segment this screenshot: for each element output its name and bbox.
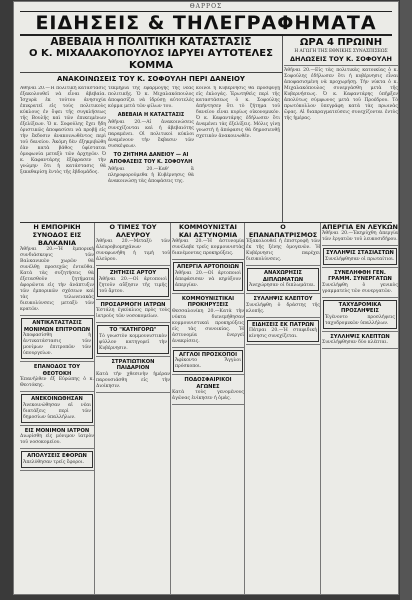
news-item-title: ΑΠΟΛΥΣΕΙΣ ΕΦΟΡΩΝ xyxy=(27,453,87,459)
newspaper-page xyxy=(14,2,398,594)
news-item xyxy=(173,350,243,373)
lead-subhead-2: ΤΟ ΖΗΤΗΜΑ ΔΑΝΕΙΟΥ — ΑΙ ΑΠΟΦΑΣΕΙΣ ΤΟΥ Κ. ΣΟΦΟΥΛΗ xyxy=(109,152,193,165)
news-item-body: Τὸ γνωστὸν κομμουνιστικὸν φύλλον κατηγορεῖ τὴν Κυβέρνησιν. xyxy=(99,333,167,351)
divider xyxy=(172,404,244,405)
divider xyxy=(246,293,320,294)
news-item-title: ΑΠΕΡΓΙΑ ΕΝ ΛΕΥΚΩΝ xyxy=(322,223,398,231)
news-item-body: Συνελήφθησαν δύο κλέπται. xyxy=(322,340,388,345)
late-news-sub1: Η ΑΓΩΓΗ ΤΗΣ ΕΘΝΙΚΗΣ ΣΥΝΑΣΠΙΣΕΩΣ xyxy=(294,49,388,54)
divider xyxy=(20,425,94,426)
news-item-body: Ἀπελύθησαν τρεῖς ἔφοροι. xyxy=(23,459,85,465)
lead-article xyxy=(20,36,283,222)
newspaper-name: ΘΑΡΡΟΣ xyxy=(189,3,223,10)
divider xyxy=(172,374,244,375)
news-item-body: Ἀθῆναι 20.—Ἡ ἀστυνομία συνέλαβε τρεῖς κομμουνιστὰς διανέμοντας προκηρύξεις. xyxy=(172,239,244,256)
news-item xyxy=(173,262,243,291)
section-masthead: ΕΙΔΗΣΕΙΣ & ΤΗΛΕΓΡΑΦΗΜΑΤΑ xyxy=(20,11,392,36)
divider xyxy=(322,331,398,332)
news-item-body: Κατὰ τοὺς γενομένους ἀγῶνας ἐνίκησεν ἡ ὁμάς. xyxy=(172,390,244,401)
lead-body-2b: Ἀθῆναι 20.—Αἱ ἀνακοινώσεις συνεχίζονται καὶ ἡ ἀβεβαιότης παραμένει. Οἱ πολιτικοὶ κύκλοι ἀναμένουν τὴν ἔκβασιν τῶν συσκέψεων. xyxy=(108,120,194,149)
divider xyxy=(322,348,398,349)
lead-headline: ΑΒΕΒΑΙΑ Η ΠΟΛΙΤΙΚΗ ΚΑΤΑΣΤΑΣΙΣ xyxy=(50,36,252,48)
news-item-title: ΣΥΛΛΗΨΙΣ ΣΤΑΣΙΑΣΤΩΝ xyxy=(326,250,394,256)
divider xyxy=(96,299,170,300)
bottom-section xyxy=(20,222,398,594)
bottom-column-1 xyxy=(20,223,95,594)
divider xyxy=(284,65,398,66)
news-item-title: ΑΠΕΡΓΙΑ ΑΡΤΟΠΟΙΩΝ xyxy=(177,264,239,270)
news-item xyxy=(172,223,244,257)
divider xyxy=(20,315,94,316)
news-item-title: ΠΟΔΟΣΦΑΙΡΙΚΟΙ ΑΓΩΝΕΣ xyxy=(184,377,232,390)
news-item xyxy=(246,296,320,315)
news-item-title: Ο ΕΠΑΝΑΠΑΤΡΙΣΜΟΣ xyxy=(248,223,318,239)
divider xyxy=(96,392,170,393)
news-item xyxy=(96,223,170,263)
late-news-column xyxy=(284,36,398,222)
news-item-body: Ἀθῆναι 20.—Οἱ ἀρτοποιοὶ ἀπεφάσισαν νὰ κηρύξουν ἀπεργίαν. xyxy=(175,270,241,288)
news-item-title: ΑΝΕΚΟΙΝΩΘΗΣΑΝ xyxy=(31,396,83,402)
news-item-title: ΚΟΜΜΟΥΝΙΣΤΑΙ ΚΑΙ ΑΣΤΥΝΟΜΙΑ xyxy=(178,223,238,239)
late-news-body: Ἀθῆναι 20.—Εἰς τὰς πολιτικὰς κατοικίας ὁ κ. Σοφούλης ἐδήλωσεν ὅτι ἡ κυβέρνησις εἶναι ἀποφασισμένη νὰ προχωρήσῃ. Τὴν νύκτα ὁ κ. Μιχαλακόπουλος συνεργάσθη μετὰ τῆς Κυβερνήσεως. Ὁ κ. Καφαντάρης ὑπῆρξεν ἀπολύτως σύμφωνος μετὰ τοῦ Προέδρου. Τὸ πρωτόκολλον ὑπεγράφη κατὰ τὰς πρωινὰς ὥρας. Αἱ διαπραγματεύσεις συνεχίζονται ἐντὸς τῆς ἡμέρας. xyxy=(284,67,398,121)
divider xyxy=(20,448,94,449)
divider xyxy=(96,322,170,323)
divider xyxy=(322,267,398,268)
news-item xyxy=(97,268,169,297)
news-item xyxy=(172,296,244,345)
lead-subheadline: Ο Κ. ΜΙΧΑΛΑΚΟΠΟΥΛΟΣ ΙΔΡΥΕΙ ΑΥΤΟΤΕΛΕΣ ΚΟΜΜΑ xyxy=(20,48,282,73)
news-item xyxy=(20,428,94,447)
lead-column-3 xyxy=(196,86,280,232)
news-item-title: Η ΕΜΠΟΡΙΚΗ ΣΥΝΟΔΟΣ ΕΙΣ ΒΑΛΚΑΝΙΑ xyxy=(32,223,82,247)
bottom-column-2 xyxy=(96,223,171,594)
news-item-body: Ἐστάλη ἐγκύκλιος πρὸς τοὺς ἰατροὺς τῶν νοσοκομείων. xyxy=(96,308,170,319)
divider xyxy=(20,361,94,362)
news-item-title: ΕΠΑΝΟΔΟΣ ΤΟΥ ΘΕΟΤΟΚΗ xyxy=(33,364,81,377)
top-section xyxy=(20,36,398,222)
news-item xyxy=(96,302,170,321)
lead-columns xyxy=(20,86,282,234)
news-item-title: ΠΡΟΣΑΡΜΟΓΗ ΙΑΤΡΩΝ xyxy=(100,301,166,308)
divider xyxy=(20,470,94,471)
divider xyxy=(246,317,320,318)
news-item-body: Ἀφίκοντο Ἄγγλοι πρόσκοποι. xyxy=(175,358,241,369)
news-item-body: Ἐξακολουθεῖ ἡ ἐπιστροφὴ τῶν ἐκ τῆς ξένης ὁμογενῶν. Ἡ Κυβέρνησις παρέχει διευκολύνσεις. xyxy=(246,239,320,262)
news-item-title: ΑΝΑΧΩΡΗΣΙΣ ΔΙΠΛΩΜΑΤΩΝ xyxy=(262,270,304,283)
divider xyxy=(96,356,170,357)
news-item-body: Ἐπανῆλθεν ἐξ Εὐρώπης ὁ κ. Θεοτόκης. xyxy=(20,377,94,388)
news-item xyxy=(323,300,397,329)
bottom-column-3 xyxy=(172,223,245,594)
news-item xyxy=(21,318,93,359)
news-item-title: ΤΑΧΥΔΡΟΜΙΚΑ ΠΡΟΣΛΗΨΕΙΣ xyxy=(338,301,382,314)
news-item-body: Συνελήφθη ὁ γενικὸς γραμματεὺς τῶν συνεργατῶν. xyxy=(322,282,398,294)
news-item-body: Συνελήφθησαν οἱ πρωταίτιοι. xyxy=(325,256,395,262)
news-item xyxy=(21,394,93,423)
news-item xyxy=(247,320,319,343)
news-item xyxy=(97,325,169,354)
late-news-headline: ΩΡΑ 4 ΠΡΩΙΝΗ xyxy=(299,37,383,48)
news-item-body: Κατὰ τὴν χθεσινὴν ἡμέραν παρουσιάσθη εἰς τὴν Διοίκησιν. xyxy=(96,371,170,389)
news-item xyxy=(246,223,320,263)
late-news-sub2: ΔΗΛΩΣΕΙΣ ΤΟΥ Κ. ΣΟΦΟΥΛΗ xyxy=(290,54,392,63)
news-item-body: Ἀνεχώρησαν οἱ διπλωμάται. xyxy=(249,283,316,288)
lead-body-1: Ἀθῆναι 20.—Ἡ πολιτικὴ κατάστασις ἐξακολουθεῖ νὰ εἶναι ἀβεβαία. Ἰσχυρὰ ἐκ τούτου ἀνησυχία ἐπικρατεῖ εἰς τοὺς πολιτικοὺς κύκλους ἐν ὄψει τῆς συγκλήσεως τῆς Βουλῆς καὶ τῶν ἐπικειμένων ἐξελίξεων. Ὁ κ. Σοφούλης ἔχει ἤδη ὁριστικῶς ἀποφασίσει νὰ προβῇ εἰς τὴν ἔκδοσιν ἀνακοινωθέντος περὶ τοῦ δανείου. Ἀκόμη δὲν ἐξηκριβώθη ἐὰν κατὰ βάθος ὑφίσταται ὁμοφωνία μεταξὺ τῶν ἀρχηγῶν. Ὁ κ. Καφαντάρης ἐξέφρασεν τὴν γνώμην ὅτι ἡ κατάστασις θὰ ξεκαθαρίσῃ ἐντὸς τῆς ἑβδομάδος. xyxy=(20,86,106,175)
news-item-title: ΖΗΤΗΣΙΣ ΑΡΤΟΥ xyxy=(109,270,157,276)
news-item xyxy=(322,223,398,243)
divider xyxy=(322,297,398,298)
news-item-body: Θεσσαλονίκη 20.—Κατὰ τὴν νύκτα διενεμήθησαν κομμουνιστικαὶ προκηρύξεις εἰς τὰς συνοικίας. Ἡ ἀστυνομία ἐνεργεῖ ἀνακρίσεις. xyxy=(172,308,244,344)
news-item-body: Διωρίσθη εἰς μόνιμον ἰατρὸν τοῦ νοσοκομείου. xyxy=(20,434,94,445)
divider xyxy=(172,347,244,348)
divider xyxy=(20,391,94,392)
news-item-title: ΣΥΛΛΗΨΙΣ ΚΛΕΠΤΩΝ xyxy=(330,333,390,340)
news-item-title: ΣΥΛΛΗΨΙΣ ΚΛΕΠΤΟΥ xyxy=(253,296,313,302)
news-item xyxy=(20,364,94,389)
news-item-body: Πάτραι 20.—Ἡ σταφιδικὴ κίνησις συνεχίζεται. xyxy=(249,328,317,339)
bottom-column-5 xyxy=(322,223,398,594)
news-item xyxy=(20,223,94,313)
news-item-title: ΑΝΤΙΚΑΤΑΣΤΑΣΙΣ ΜΟΝΙΜΩΝ ΕΠΙΤΡΟΠΩΝ xyxy=(23,320,91,333)
news-item-title: ΤΟ "ΚΑΤΗΓΟΡΩ" xyxy=(109,327,157,333)
news-item-title: Ο ΤΙΜΕΣ ΤΟΥ ΑΛΕΥΡΟΥ xyxy=(109,223,157,239)
scanner-edge xyxy=(400,0,412,600)
news-item xyxy=(247,268,319,291)
news-item-body: Συνελήφθη ὁ δράστης τῆς κλοπῆς. xyxy=(246,302,320,314)
news-item xyxy=(323,248,397,265)
divider xyxy=(246,265,320,266)
divider xyxy=(172,293,244,294)
news-item-title: ΣΤΡΑΤΙΩΤΙΚΟΝ ΠΑΙΔΑΡΙΟΝ xyxy=(111,358,155,371)
news-item-title: ΑΓΓΛΟΙ ΠΡΟΣΚΟΠΟΙ xyxy=(179,351,237,358)
news-item-title: ΣΥΝΕΛΗΦΘΗ ΓΕΝ. ΓΡΑΜΜ. ΣΥΝΕΡΓΑΤΩΝ xyxy=(328,269,392,282)
lead-column-2 xyxy=(108,86,194,232)
news-item xyxy=(322,334,398,347)
news-item xyxy=(21,451,93,468)
lead-section-title: ΑΝΑΚΟΙΝΩΣΕΙΣ ΤΟΥ Κ. ΣΟΦΟΥΛΗ ΠΕΡΙ ΔΑΝΕΙΟΥ xyxy=(57,75,245,83)
lead-body-2c: Ἀθῆναι 20.—Καθ' ἃ πληροφορούμεθα ἡ Κυβέρνησις θὰ ἀνακοινώσῃ τὰς ἀποφάσεις της. xyxy=(108,167,194,184)
bottom-column-4 xyxy=(246,223,321,594)
divider xyxy=(246,344,320,345)
divider xyxy=(172,259,244,260)
news-item-body: Ἐγένοντο προσλήψεις ταχυδρομικῶν ὑπαλλήλων. xyxy=(325,314,395,326)
news-item-body: Ἀθῆναι 20.—Ἡ ἐμπορικὴ συνδιάσκεψις τῶν Βαλκανικῶν χωρῶν θὰ συνέλθῃ προσεχῶς ἐνταῦθα. Κατὰ τὰς συζητήσεις θὰ ἐξετασθοῦν ζητήματα ἀφορῶντα εἰς τὴν ἀνάπτυξιν τῶν ἐμπορικῶν σχέσεων καὶ τὰς τελωνειακὰς διευκολύνσεις μεταξὺ τῶν κρατῶν. xyxy=(20,247,94,312)
news-item-title: ΚΟΜΜΟΥΝΙΣΤΙΚΑΙ ΠΡΟΚΗΡΥΞΕΙΣ xyxy=(181,295,235,308)
news-item xyxy=(322,270,398,295)
news-item-body: Ἀνεκοινώθησαν αἱ νέαι διατάξεις περὶ τῶν δημοσίων ὑπαλλήλων. xyxy=(23,402,91,420)
lead-column-1 xyxy=(20,86,106,232)
news-item xyxy=(96,359,170,390)
news-item-body: Ἀθῆναι 20.—Οἱ ἀρτοποιοὶ ζητοῦν αὔξησιν τῆς τιμῆς τοῦ ἄρτου. xyxy=(99,276,167,294)
lead-body-3: κοινοί ἡ Κυβέρνησις θὰ προσφυγῇ εἰς ἐκλογάς. Ἐρωτηθεὶς περὶ τῆς καταστάσεως ὁ κ. Σοφούλης ἀπήντησεν ὅτι τὸ ζήτημα τοῦ δανείου εἶναι κυρίως οἰκονομικόν. Ὁ κ. Καφαντάρης ἐδήλωσεν ὅτι ἀναμένει τὰς ἐξελίξεις. Μόλις γίνῃ γνωστὴ ἡ ἀπόφασις θὰ δημοσιευθῇ σχετικὸν ἀνακοινωθέν. xyxy=(196,86,280,139)
news-item xyxy=(172,377,244,402)
news-item-body: Ἀθῆναι 20.—Ἐκηρύχθη ἀπεργία τῶν ἐργατῶν τοῦ λευκοσιδήρου. xyxy=(322,231,398,242)
news-item-body: Ἀποφασίσθη ἡ ἀντικατάστασις τῶν μονίμων ἐπιτροπῶν τῶν ὑπουργείων. xyxy=(23,333,91,356)
divider xyxy=(96,265,170,266)
divider xyxy=(322,245,398,246)
lead-subhead-1: ΑΒΕΒΑΙΑ Η ΚΑΤΑΣΤΑΣΙΣ xyxy=(117,112,185,118)
lead-body-2: τεκμήρια τῆς ἐφαρμογῆς τῆς νέας πολιτικῆς. Ὁ κ. Μιχαλακόπουλος ἀποφασίζει νὰ ἱδρύσῃ αὐτοτελὲς κόμμα μετὰ τῶν φίλων του. xyxy=(108,86,194,109)
news-item-title: ΕΙΣ ΜΟΝΙΜΟΝ ΙΑΤΡΟΝ xyxy=(24,427,90,434)
news-item-body: Ἀθῆναι 20.—Μεταξὺ τῶν ἀλευροβιομηχάνων συνεφωνήθη ἡ τιμὴ τοῦ ἀλεύρου. xyxy=(96,239,170,262)
news-item-title: ΕΙΔΗΣΕΙΣ ΕΚ ΠΑΤΡΩΝ xyxy=(251,321,314,328)
